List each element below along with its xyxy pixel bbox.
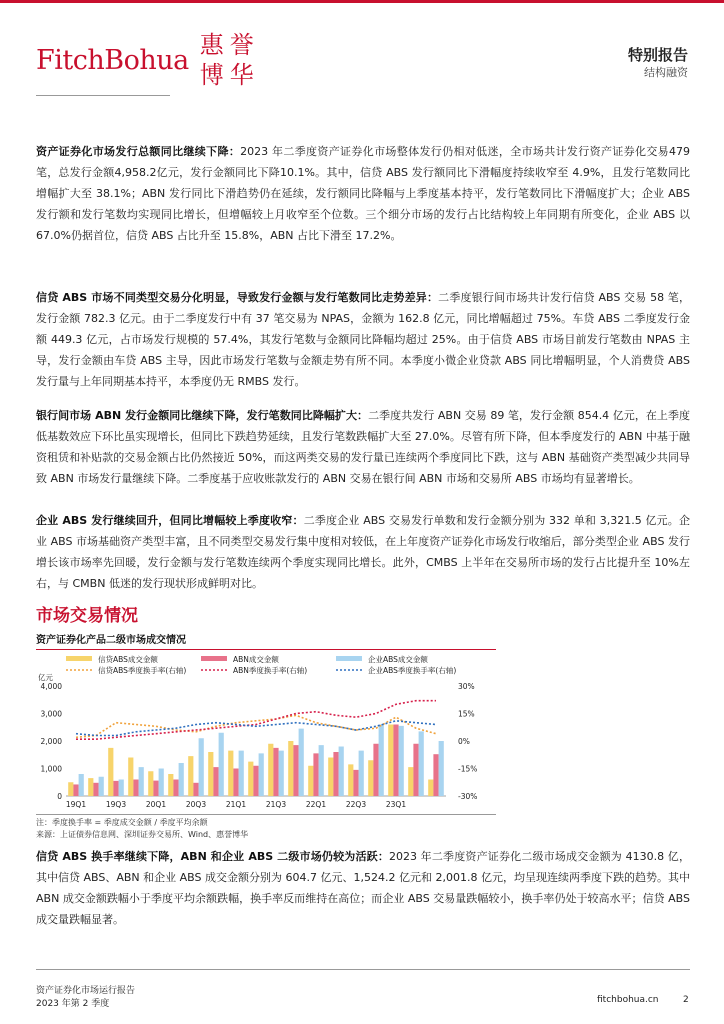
y-left-tick: 4,000 bbox=[40, 682, 62, 691]
bar-1 bbox=[293, 745, 298, 796]
brand-seal bbox=[197, 30, 257, 90]
footer-period: 2023 年第 2 季度 bbox=[36, 999, 110, 1009]
bar-1 bbox=[213, 767, 218, 796]
bar-2 bbox=[299, 729, 304, 796]
bar-0 bbox=[308, 766, 313, 796]
bar-1 bbox=[273, 748, 278, 796]
paragraph-abn bbox=[36, 405, 690, 489]
legend-label: 信贷ABS季度换手率(右轴) bbox=[98, 666, 187, 675]
bar-0 bbox=[408, 767, 413, 796]
bar-0 bbox=[128, 758, 133, 797]
brand-logo bbox=[36, 30, 257, 90]
seal-char: 惠 bbox=[199, 31, 224, 59]
x-tick-label: 22Q1 bbox=[305, 800, 327, 809]
legend-swatch bbox=[66, 656, 92, 661]
section-title: 市场交易情况 bbox=[36, 606, 138, 626]
bar-1 bbox=[173, 780, 178, 797]
y-left-tick: 2,000 bbox=[40, 737, 62, 746]
legend-swatch bbox=[336, 656, 362, 661]
seal-char: 华 bbox=[229, 61, 254, 89]
bar-1 bbox=[153, 781, 158, 796]
y-right-tick: 15% bbox=[458, 709, 475, 719]
bar-0 bbox=[208, 752, 213, 796]
bar-0 bbox=[328, 758, 333, 797]
bar-2 bbox=[359, 751, 364, 796]
paragraph-body: 二季度共发行 ABN 交易 89 笔，发行金额 854.4 亿元，在上季度低基数效应下环比虽实现增长，但同比下跌趋势延续，且发行笔数跌幅扩大至 27.0%。尽管有所下降，但本季度发行的 ABN 中基于融资租赁和补贴款的交易金额占比仍然接近 50%，而这两类交易的发行量已连续两个季度同比下跌，这与 ABN 基础资产类型减少共同导致 ABN 市场发行量继续下降。二季度基于应收账款发行的 ABN 交易在银行间 ABN 市场和交易所 ABS 市场均有显著增长。 bbox=[36, 409, 690, 485]
bar-1 bbox=[393, 725, 398, 797]
bar-1 bbox=[233, 769, 238, 797]
legend-label: 企业ABS成交金额 bbox=[368, 655, 428, 664]
bar-1 bbox=[433, 754, 438, 796]
x-tick-label: 20Q1 bbox=[145, 800, 167, 809]
x-tick-label: 23Q1 bbox=[385, 800, 407, 809]
top-accent-bar bbox=[0, 0, 724, 3]
paragraph-lead: 银行间市场 ABN 发行金额同比继续下降，发行笔数同比降幅扩大： bbox=[36, 409, 369, 422]
paragraph-issuance bbox=[36, 141, 690, 246]
bar-1 bbox=[93, 783, 98, 796]
footer-report-name: 资产证券化市场运行报告 bbox=[36, 986, 136, 996]
x-tick-label: 19Q1 bbox=[65, 800, 87, 809]
bar-0 bbox=[248, 762, 253, 796]
y-left-tick: 1,000 bbox=[40, 764, 62, 774]
bar-2 bbox=[259, 753, 264, 796]
x-tick-label: 19Q3 bbox=[105, 800, 127, 809]
bar-1 bbox=[353, 770, 358, 796]
seal-char: 誉 bbox=[229, 31, 254, 59]
bar-2 bbox=[159, 769, 164, 797]
bar-2 bbox=[239, 751, 244, 796]
logo-underline bbox=[36, 95, 170, 96]
bar-1 bbox=[413, 744, 418, 796]
chart-title: 资产证券化产品二级市场成交情况 bbox=[36, 635, 186, 646]
bar-2 bbox=[79, 774, 84, 796]
paragraph-turnover bbox=[36, 846, 690, 930]
paragraph-body: 二季度银行间市场共计发行信贷 ABS 交易 58 笔，发行金额 782.3 亿元。由于二季度发行中有 37 笔交易为 NPAS，金额为 162.8 亿元，同比增幅超过 75%。车贷 ABS 二季度发行金额 449.3 亿元，占市场发行规模的 57.4%，其发行笔数与金额同比降幅均超过 25%。由于信贷 ABS 市场目前发行笔数由 NPAS 主导，发行金额由车贷 ABS 主导，因此市场发行笔数与金额走势有所不同。本季度小微企业贷款 ABS 同比增幅明显，个人消费贷 ABS 发行量与上年同期基本持平，本季度仍无 RMBS 发行。 bbox=[36, 291, 691, 388]
bar-2 bbox=[199, 738, 204, 796]
bar-1 bbox=[73, 784, 78, 796]
paragraph-body: 2023 年二季度资产证券化二级市场成交金额为 4130.8 亿，其中信贷 ABS、ABN 和企业 ABS 成交金额分别为 604.7 亿元、1,524.2 亿元和 2,001.8 亿元，均呈现连续两季度下跌的趋势。其中 ABN 成交金额跌幅小于季度平均余额跌幅，换手率反而维持在高位；而企业 ABS 交易量跌幅较小，换手率仍处于较高水平；信贷 ABS 成交量跌幅显著。 bbox=[36, 850, 690, 926]
legend-swatch bbox=[201, 656, 227, 661]
chart-source: 来源：上证债券信息网、深圳证券交易所、Wind、惠誉博华 bbox=[36, 830, 249, 839]
bar-1 bbox=[113, 781, 118, 796]
paragraph-lead: 资产证券化市场发行总额同比继续下降： bbox=[36, 145, 241, 158]
bar-1 bbox=[313, 753, 318, 796]
bar-2 bbox=[439, 741, 444, 796]
bar-0 bbox=[388, 725, 393, 797]
bar-0 bbox=[188, 756, 193, 796]
report-type: 特别报告 bbox=[627, 46, 688, 64]
chart-note: 注：季度换手率 = 季度成交金额 / 季度平均余额 bbox=[36, 818, 208, 827]
x-tick-label: 20Q3 bbox=[185, 800, 207, 809]
x-tick-label: 22Q3 bbox=[345, 800, 367, 809]
secondary-market-chart bbox=[36, 650, 496, 814]
y-right-tick: -30% bbox=[458, 792, 478, 801]
paragraph-credit-abs bbox=[36, 287, 690, 392]
seal-char: 博 bbox=[199, 61, 224, 89]
y-right-tick: 30% bbox=[458, 682, 475, 691]
bar-2 bbox=[219, 733, 224, 796]
bar-1 bbox=[373, 744, 378, 796]
legend-label: ABN成交金额 bbox=[233, 655, 279, 664]
bar-0 bbox=[228, 751, 233, 796]
bar-2 bbox=[179, 763, 184, 796]
legend-label: 信贷ABS成交金额 bbox=[98, 655, 158, 664]
y-axis-unit: 亿元 bbox=[38, 673, 53, 682]
legend-label: 企业ABS季度换手率(右轴) bbox=[368, 666, 457, 675]
y-left-tick: 0 bbox=[57, 792, 62, 801]
brand-name: FitchBohua bbox=[36, 44, 189, 76]
bar-2 bbox=[319, 745, 324, 796]
bar-0 bbox=[288, 741, 293, 796]
bar-2 bbox=[139, 767, 144, 796]
paragraph-lead: 企业 ABS 发行继续回升，但同比增幅较上季度收窄： bbox=[36, 514, 304, 527]
y-left-tick: 3,000 bbox=[40, 709, 62, 719]
y-right-tick: 0% bbox=[458, 737, 470, 746]
bar-1 bbox=[133, 780, 138, 797]
paragraph-lead: 信贷 ABS 市场不同类型交易分化明显，导致发行金额与发行笔数同比走势差异： bbox=[36, 291, 439, 304]
bar-1 bbox=[193, 783, 198, 796]
bar-0 bbox=[368, 760, 373, 796]
paragraph-enterprise-abs bbox=[36, 510, 690, 594]
footer-rule bbox=[36, 969, 690, 970]
y-right-tick: -15% bbox=[458, 764, 478, 774]
bar-2 bbox=[279, 751, 284, 796]
footer-website[interactable]: fitchbohua.cn bbox=[597, 995, 659, 1005]
bar-2 bbox=[99, 777, 104, 796]
bar-1 bbox=[333, 752, 338, 796]
bar-0 bbox=[108, 748, 113, 796]
bar-0 bbox=[268, 744, 273, 796]
bar-0 bbox=[428, 780, 433, 797]
paragraph-lead: 信贷 ABS 换手率继续下降，ABN 和企业 ABS 二级市场仍较为活跃： bbox=[36, 850, 389, 863]
bar-2 bbox=[379, 725, 384, 797]
bar-0 bbox=[348, 764, 353, 796]
page-number: 2 bbox=[683, 995, 689, 1005]
bar-0 bbox=[88, 778, 93, 796]
chart-bottom-rule bbox=[36, 814, 496, 815]
bar-0 bbox=[68, 782, 73, 796]
paragraph-body: 二季度企业 ABS 交易发行单数和发行金额分别为 332 单和 3,321.5 亿元。企业 ABS 市场基础资产类型丰富，且不同类型交易发行集中度相对较低，在上年度资产证券化市场发行收缩后，部分类型企业 ABS 发行增长该市场率先回暖，发行金额与发行笔数连续两个季度实现同比增长。此外，CMBS 上半年在交易所市场的发行占比提升至 10%左右，与 CMBN 低迷的发行现状形成鲜明对比。 bbox=[36, 514, 690, 590]
bar-2 bbox=[119, 780, 124, 797]
paragraph-body: 2023 年二季度资产证券化市场整体发行仍相对低迷，全市场共计发行资产证券化交易479笔，总发行金额4,958.2亿元，发行金额同比下降10.1%。其中，信贷 ABS 发行额同比下滑幅度持续收窄至 4.9%，且发行笔数同比增幅扩大至 38.1%；ABN 发行同比下滑趋势仍在延续，发行额同比降幅与上季度基本持平，发行笔数同比下滑幅度扩大；企业 ABS 发行额和发行笔数均实现同比增长，但增幅较上月收窄至个位数。三个细分市场的发行占比结构较上年同期有所变化，企业 ABS 以 67.0%仍据首位，信贷 ABS 占比升至 15.8%，ABN 占比下滑至 17.2%。 bbox=[36, 145, 690, 242]
legend-label: ABN季度换手率(右轴) bbox=[233, 666, 308, 675]
bar-2 bbox=[339, 747, 344, 797]
report-category: 结构融资 bbox=[644, 66, 688, 79]
bar-0 bbox=[148, 771, 153, 796]
bar-2 bbox=[419, 731, 424, 796]
x-tick-label: 21Q1 bbox=[225, 800, 247, 809]
bar-1 bbox=[253, 766, 258, 796]
bar-0 bbox=[168, 774, 173, 796]
x-tick-label: 21Q3 bbox=[265, 800, 287, 809]
bar-2 bbox=[399, 726, 404, 796]
